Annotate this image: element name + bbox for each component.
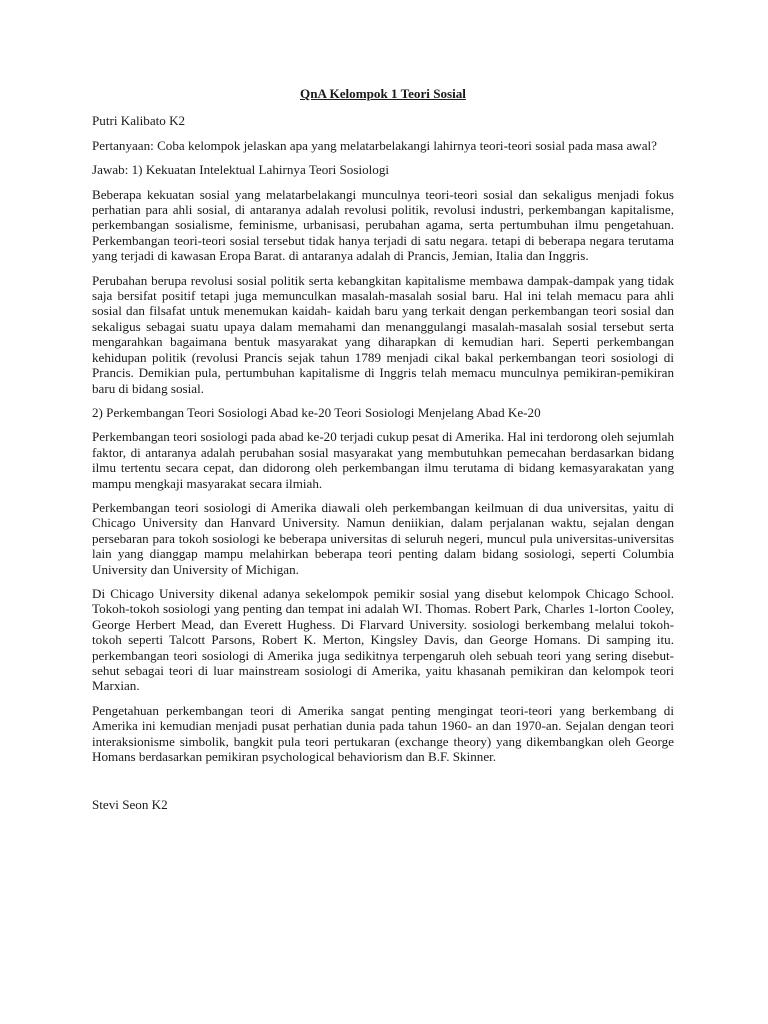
body-paragraph: Perkembangan teori sosiologi di Amerika diawali oleh perkembangan keilmuan di dua universitas, yaitu di Chicago University dan Hanvard University. Namun deniikian, dalam perjalanan waktu, sejalan dengan persebaran para tokoh sosiologi ke beberapa universitas di seluruh negeri, muncul pula universitas-universitas lain yang dianggap mampu melahirkan beberapa teori penting dalam bidang sosiologi, seperti Columbia University dan University of Michigan. <box>92 499 674 577</box>
section-heading: 2) Perkembangan Teori Sosiologi Abad ke-20 Teori Sosiologi Menjelang Abad Ke-20 <box>92 404 541 420</box>
answer-heading: Jawab: 1) Kekuatan Intelektual Lahirnya Teori Sosiologi <box>92 162 390 178</box>
author-name: Putri Kalibato K2 <box>92 113 186 129</box>
next-author-name: Stevi Seon K2 <box>92 797 168 813</box>
body-paragraph: Di Chicago University dikenal adanya sekelompok pemikir sosial yang disebut kelompok Chicago School. Tokoh-tokoh sosiologi yang penting dan tempat ini adalah WI. Thomas. Robert Park, Charles 1-lorton Cooley, George Herbert Mead, dan Everett Hughess. Di Flarvard University. sosiologi berkembang melalui tokoh-tokoh seperti Talcott Parsons, Robert K. Merton, Kingsley Davis, dan George Homans. Di samping itu. perkembangan teori sosiologi di Amerika juga sedikitnya terpengaruh oleh sebuah teori yang sering disebut-sehut sebagai teori di luar mainstream sosiologi di Amerika, yaitu khasanah pemikiran dan kelompok teori Marxian. <box>92 585 674 694</box>
body-paragraph: Perkembangan teori sosiologi pada abad ke-20 terjadi cukup pesat di Amerika. Hal ini terdorong oleh sejumlah faktor, di antaranya adalah perubahan sosial masyarakat yang membutuhkan pemecahan berdasarkan bidang ilmu tertentu secara cepat, dan didorong oleh perkembangan ilmu terutama di bidang kemasyarakatan yang mampu mengkaji masyarakat secara ilmiah. <box>92 429 674 491</box>
document-title: QnA Kelompok 1 Teori Sosial <box>300 86 466 101</box>
body-paragraph: Perubahan berupa revolusi sosial politik serta kebangkitan kapitalisme membawa dampak-dampak yang tidak saja bersifat positif tetapi juga memunculkan masalah-masalah sosial baru. Hal ini telah memacu para ahli sosial dan filsafat untuk menemukan kaidah- kaidah baru yang terkait dengan perkembangan teori sosial dan sekaligus sebagai suatu upaya dalam memahami dan menanggulangi masalah-masalah sosial tersebut serta mengarahkan bagaimana bentuk masyarakat yang diharapkan di kemudian hari. Seperti perkembangan kehidupan politik (revolusi Prancis sejak tahun 1789 menjadi cikal bakal perkembangan teori sosiologi di Prancis. Demikian pula, pertumbuhan kapitalisme di Inggris telah memacu munculnya pemikiran-pemikiran baru di bidang sosial. <box>92 272 674 396</box>
document-body <box>92 86 674 822</box>
body-paragraph: Pengetahuan perkembangan teori di Amerika sangat penting mengingat teori-teori yang berkembang di Amerika ini kemudian menjadi pusat perhatian dunia pada tahun 1960- an dan 1970-an. Sejalan dengan teori interaksionisme simbolik, bangkit pula teori pertukaran (exchange theory) yang dikembangkan oleh George Homans berdasarkan pemikiran psychological behaviorism dan B.F. Skinner. <box>92 702 674 765</box>
body-paragraph: Beberapa kekuatan sosial yang melatarbelakangi munculnya teori-teori sosial dan sekaligus menjadi fokus perhatian para ahli sosial, di antaranya adalah revolusi politik, revolusi industri, perkembangan kapitalisme, perkembangan sosialisme, feminisme, urbanisasi, perubahan agama, serta pertumbuhan ilmu pengetahuan. Perkembangan teori-teori sosial tersebut tidak hanya terjadi di satu negara. tetapi di beberapa negara terutama yang terjadi di kawasan Eropa Barat. di antaranya adalah di Prancis, Jemian, Italia dan Inggris. <box>92 186 674 264</box>
question-text: Pertanyaan: Coba kelompok jelaskan apa yang melatarbelakangi lahirnya teori-teori sosial pada masa awal? <box>92 137 657 153</box>
